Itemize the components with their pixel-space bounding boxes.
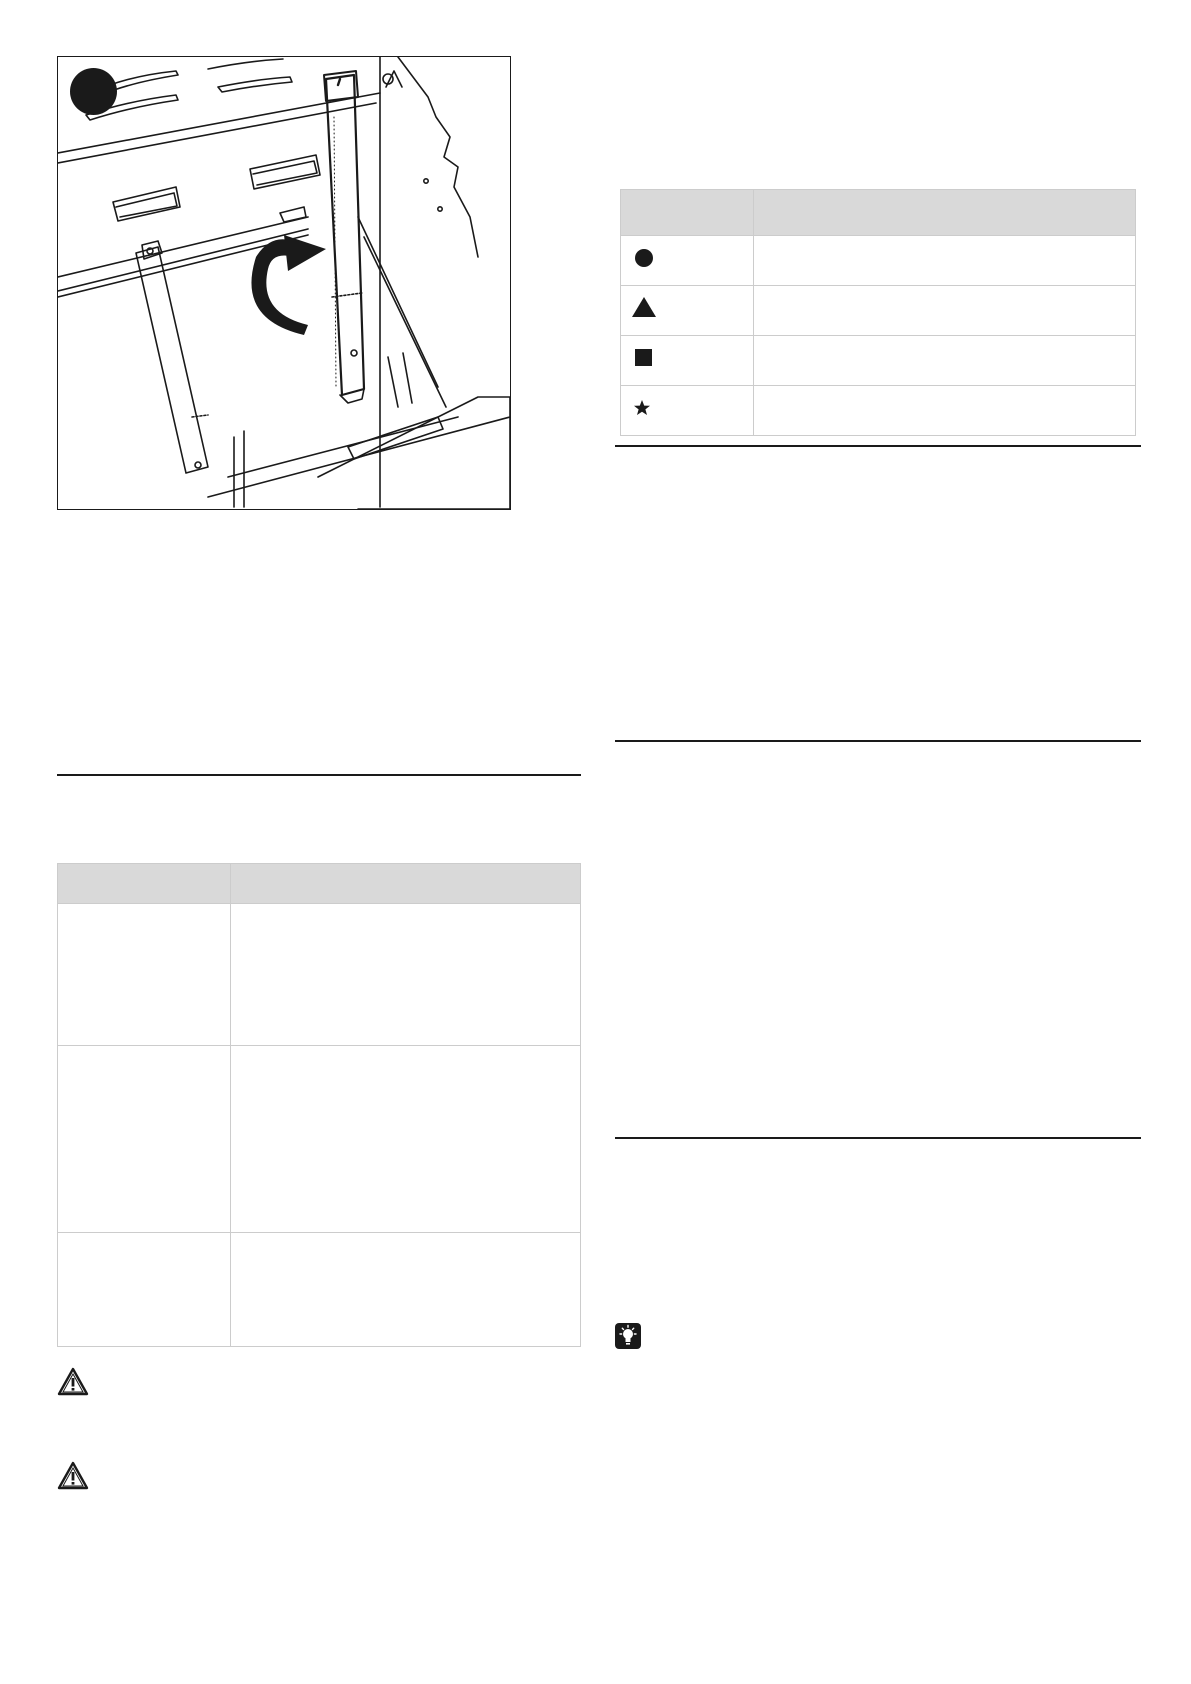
table-row xyxy=(621,286,1136,336)
table-header-row xyxy=(58,864,581,904)
section-divider xyxy=(615,740,1141,742)
description-cell xyxy=(754,286,1136,336)
filled-square-icon xyxy=(621,336,753,380)
symbol-cell xyxy=(621,336,754,386)
symbol-cell xyxy=(621,236,754,286)
table-row xyxy=(58,1046,581,1233)
section-divider xyxy=(615,445,1141,447)
table-header-cell xyxy=(621,190,754,236)
burner-tube-drawing xyxy=(58,57,510,509)
section-divider xyxy=(57,774,581,776)
text-cell xyxy=(231,1046,581,1233)
table-header-row xyxy=(621,190,1136,236)
burner-illustration xyxy=(57,56,511,510)
step-number-badge xyxy=(70,68,117,115)
table-header-cell xyxy=(58,864,231,904)
label-cell xyxy=(58,1046,231,1233)
curved-arrow-icon xyxy=(251,235,326,335)
symbol-legend-table xyxy=(620,189,1136,436)
symbol-cell xyxy=(621,386,754,436)
table-row xyxy=(621,236,1136,286)
text-cell xyxy=(231,1233,581,1347)
symbol-cell xyxy=(621,286,754,336)
table-header-cell xyxy=(231,864,581,904)
text-cell xyxy=(231,904,581,1046)
lightbulb-icon xyxy=(615,1323,641,1349)
table-row xyxy=(58,1233,581,1347)
table-header-cell xyxy=(754,190,1136,236)
label-cell xyxy=(58,1233,231,1347)
filled-circle-icon xyxy=(621,236,753,280)
warning-triangle-icon xyxy=(57,1461,89,1491)
filled-triangle-icon xyxy=(621,286,753,330)
label-cell xyxy=(58,904,231,1046)
description-cell xyxy=(754,336,1136,386)
section-divider xyxy=(615,1137,1141,1139)
warning-triangle-icon xyxy=(57,1367,89,1397)
star-icon xyxy=(621,386,753,430)
table-row xyxy=(621,386,1136,436)
info-table xyxy=(57,863,581,1347)
table-row xyxy=(58,904,581,1046)
table-row xyxy=(621,336,1136,386)
description-cell xyxy=(754,386,1136,436)
description-cell xyxy=(754,236,1136,286)
